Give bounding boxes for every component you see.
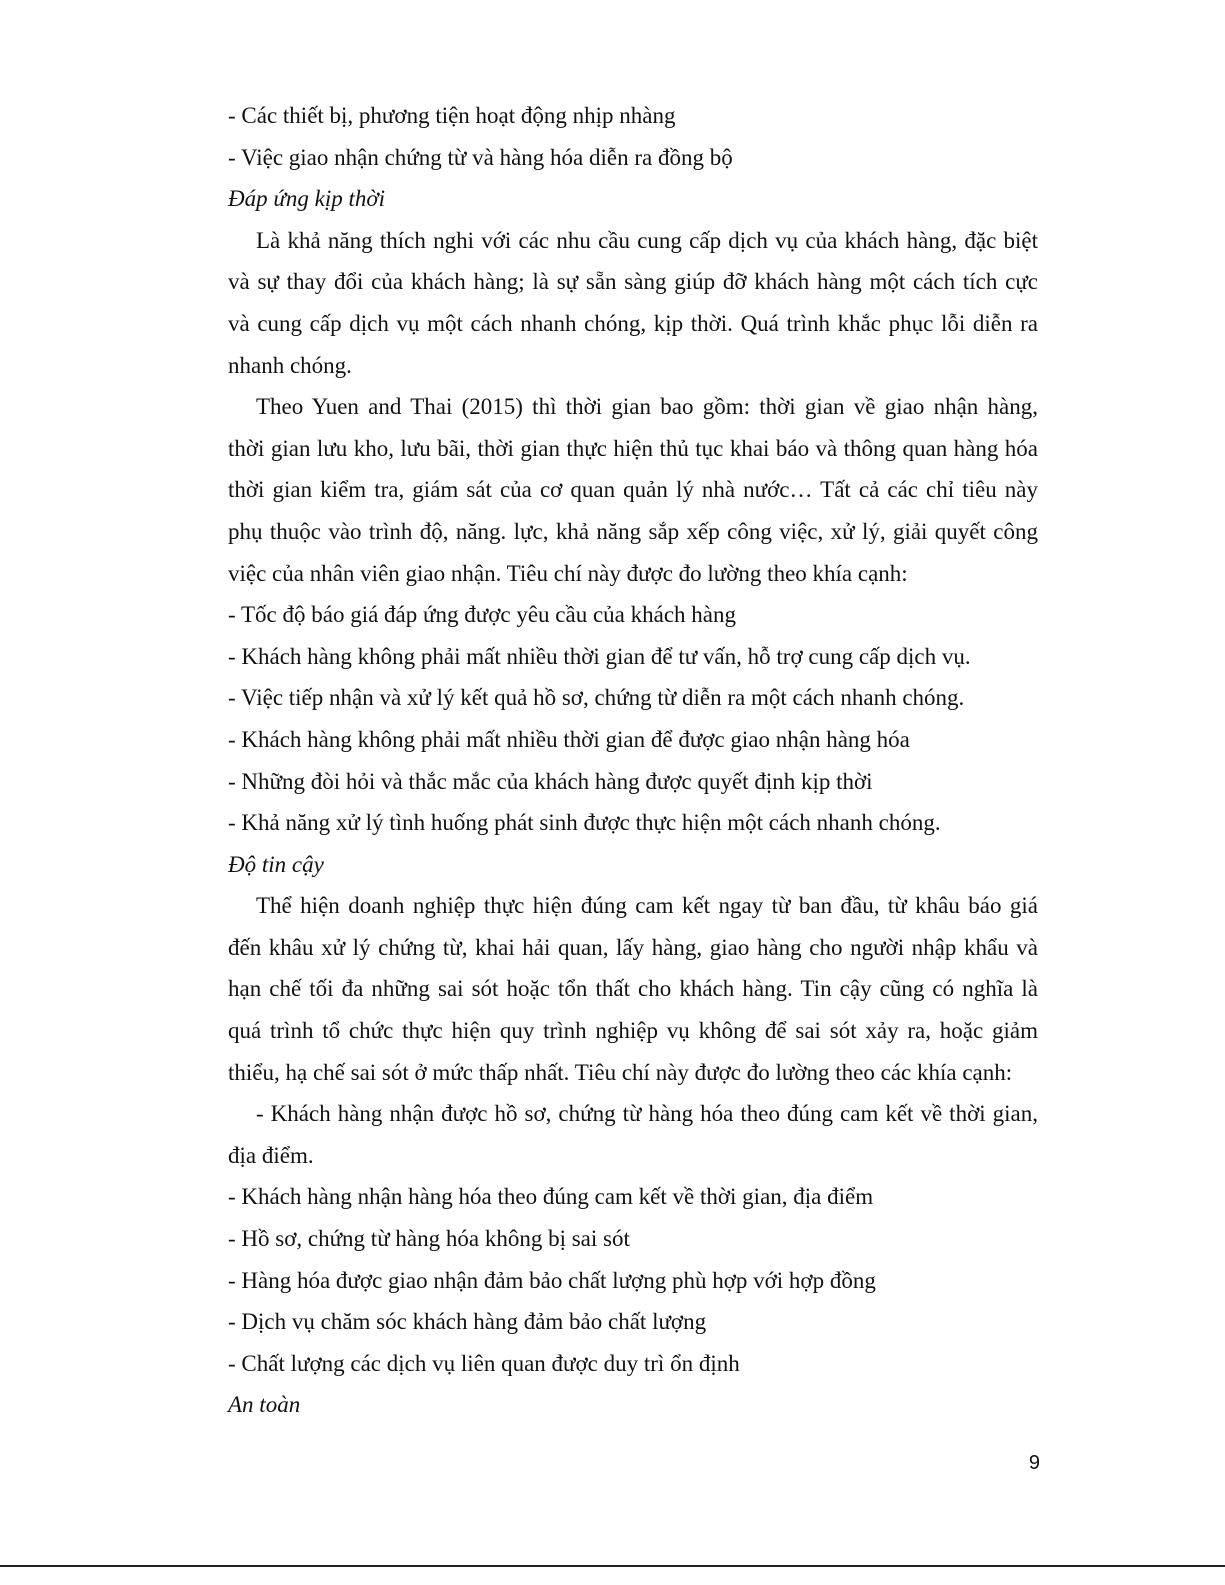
paragraph-line: hạn chế tối đa những sai sót hoặc tổn thất cho khách hàng. Tin cậy cũng có nghĩa là: [228, 976, 1038, 1002]
paragraph-line: Theo Yuen and Thai (2015) thì thời gian bao gồm: thời gian về giao nhận hàng,: [256, 394, 1038, 420]
paragraph-line: việc của nhân viên giao nhận. Tiêu chí này được đo lường theo khía cạnh:: [228, 560, 908, 586]
paragraph-line: Thể hiện doanh nghiệp thực hiện đúng cam kết ngay từ ban đầu, từ khâu báo giá: [256, 893, 1038, 919]
paragraph-line: nhanh chóng.: [228, 352, 352, 378]
paragraph-line: thời gian lưu kho, lưu bãi, thời gian thực hiện thủ tục khai báo và thông quan hàng hóa: [228, 435, 1038, 461]
paragraph-line: và cung cấp dịch vụ một cách nhanh chóng, kịp thời. Quá trình khắc phục lỗi diễn ra: [228, 310, 1038, 336]
section-heading-do-tin-cay: Độ tin cậy: [228, 851, 324, 877]
section-heading-dap-ung-kip-thoi: Đáp ứng kịp thời: [228, 186, 386, 212]
paragraph-line: Là khả năng thích nghi với các nhu cầu cung cấp dịch vụ của khách hàng, đặc biệt: [256, 227, 1038, 253]
document-page: [200, 95, 1038, 1426]
bullet-item: - Hồ sơ, chứng từ hàng hóa không bị sai sót: [228, 1226, 630, 1252]
bottom-divider: [0, 1565, 1225, 1567]
page-number: 9: [1028, 1452, 1040, 1474]
bullet-item: - Dịch vụ chăm sóc khách hàng đảm bảo chất lượng: [228, 1309, 707, 1335]
paragraph-line: và sự thay đổi của khách hàng; là sự sẵn sàng giúp đỡ khách hàng một cách tích cực: [228, 269, 1038, 295]
paragraph-responsiveness: [200, 220, 1038, 386]
bullet-item: - Khả năng xử lý tình huống phát sinh được thực hiện một cách nhanh chóng.: [228, 810, 941, 836]
bullet-item: - Việc giao nhận chứng từ và hàng hóa diễn ra đồng bộ: [228, 144, 733, 170]
bullet-item-multiline: [200, 1093, 1038, 1176]
bullet-item: - Các thiết bị, phương tiện hoạt động nhịp nhàng: [228, 103, 676, 128]
paragraph-line: quá trình tổ chức thực hiện quy trình nghiệp vụ không để sai sót xảy ra, hoặc giảm: [228, 1018, 1038, 1044]
bullet-item: - Khách hàng nhận hàng hóa theo đúng cam kết về thời gian, địa điểm: [228, 1184, 874, 1210]
bullet-line: địa điểm.: [228, 1142, 314, 1168]
bullet-item: - Chất lượng các dịch vụ liên quan được duy trì ổn định: [228, 1350, 740, 1376]
paragraph-line: phụ thuộc vào trình độ, năng. lực, khả năng sắp xếp công việc, xử lý, giải quyết công: [228, 518, 1038, 544]
bullet-item: - Khách hàng không phải mất nhiều thời gian để tư vấn, hỗ trợ cung cấp dịch vụ.: [228, 643, 971, 669]
bullet-item: - Khách hàng không phải mất nhiều thời gian để được giao nhận hàng hóa: [228, 726, 910, 752]
paragraph-time-components: [200, 386, 1038, 594]
bullet-item: - Việc tiếp nhận và xử lý kết quả hồ sơ, chứng từ diễn ra một cách nhanh chóng.: [228, 685, 965, 711]
paragraph-line: thời gian kiểm tra, giám sát của cơ quan quản lý nhà nước… Tất cả các chỉ tiêu này: [228, 477, 1038, 503]
bullet-item: - Tốc độ báo giá đáp ứng được yêu cầu của khách hàng: [228, 602, 736, 628]
paragraph-line: đến khâu xử lý chứng từ, khai hải quan, lấy hàng, giao hàng cho người nhập khẩu và: [228, 934, 1038, 960]
paragraph-reliability: [200, 885, 1038, 1093]
bullet-line: - Khách hàng nhận được hồ sơ, chứng từ hàng hóa theo đúng cam kết về thời gian,: [256, 1101, 1038, 1127]
bullet-item: - Những đòi hỏi và thắc mắc của khách hàng được quyết định kịp thời: [228, 768, 873, 794]
bullet-item: - Hàng hóa được giao nhận đảm bảo chất lượng phù hợp với hợp đồng: [228, 1267, 876, 1293]
section-heading-an-toan: An toàn: [228, 1392, 301, 1418]
paragraph-line: thiểu, hạ chế sai sót ở mức thấp nhất. Tiêu chí này được đo lường theo các khía cạnh:: [228, 1059, 1013, 1085]
